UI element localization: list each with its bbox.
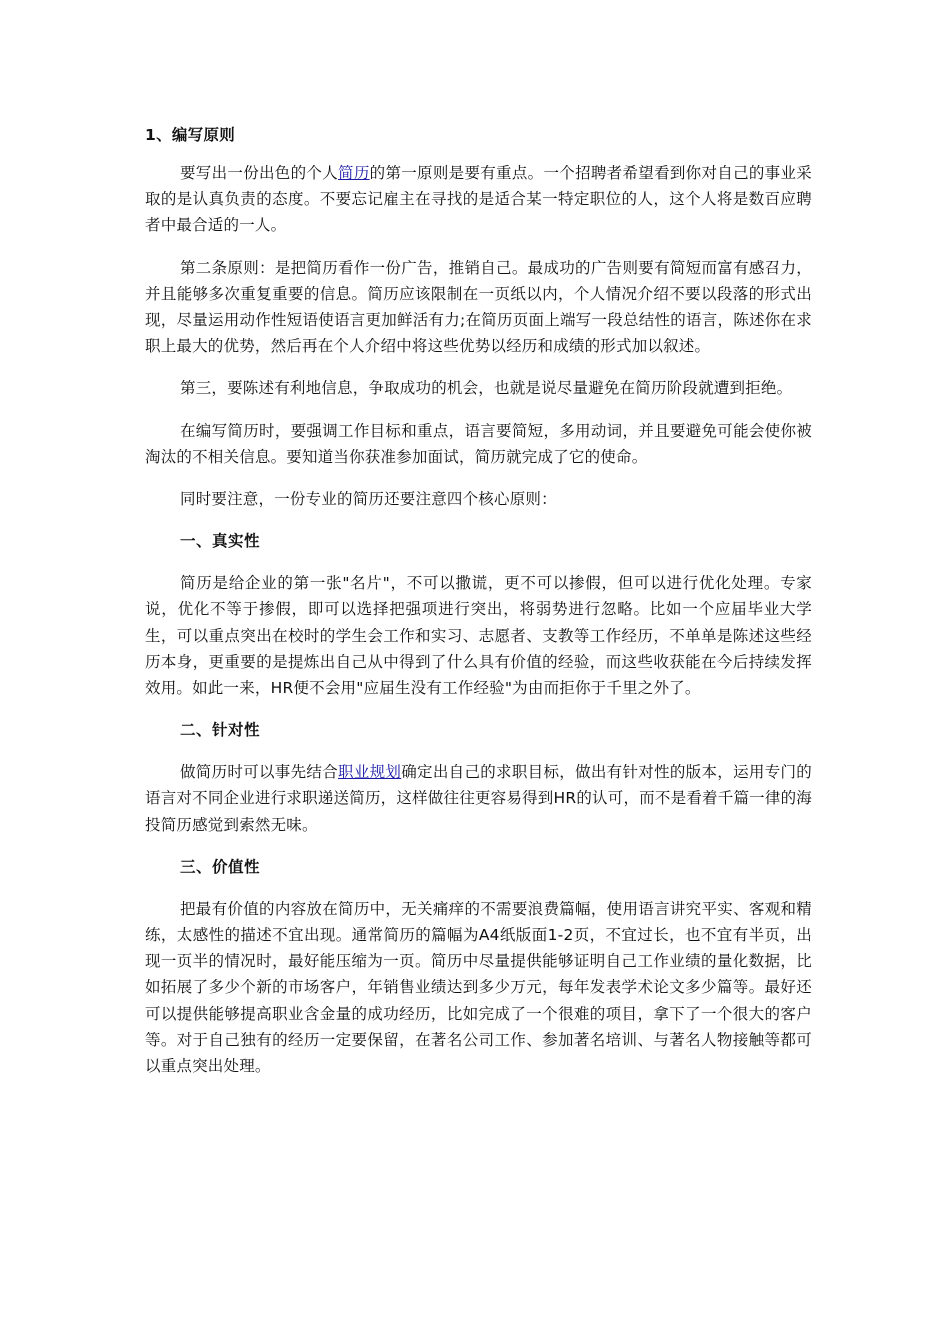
paragraph-5: 同时要注意，一份专业的简历还要注意四个核心原则： — [180, 490, 557, 509]
paragraph-1 — [145, 160, 812, 239]
paragraph-7 — [145, 759, 812, 838]
section-heading-principles: 1、编写原则 — [145, 126, 236, 144]
paragraph-6: 简历是给企业的第一张"名片"，不可以撒谎，更不可以掺假，但可以进行优化处理。专家说，优化不等于掺假，即可以选择把强项进行突出，将弱势进行忽略。比如一个应届毕业大学生，可以重点突出在校时的学生会工作和实习、志愿者、支教等工作经历，不单单是陈述这些经历本身，更重要的是提炼出自己从中得到了什么具有价值的经验，而这些收获能在今后持续发挥效用。如此一来，HR便不会用"应届生没有工作经验"为由而拒你于千里之外了。 — [145, 574, 812, 698]
paragraph-2: 第二条原则：是把简历看作一份广告，推销自己。最成功的广告则要有简短而富有感召力，并且能够多次重复重要的信息。简历应该限制在一页纸以内，个人情况介绍不要以段落的形式出现，尽量运用动作性短语使语言更加鲜活有力;在简历页面上端写一段总结性的语言，陈述你在求职上最大的优势，然后再在个人介绍中将这些优势以经历和成绩的形式加以叙述。 — [145, 258, 812, 356]
link-career-planning[interactable]: 职业规划 — [338, 763, 402, 782]
paragraph-7-text-b: 确定出自己的求职目标，做出有针对性的版本，运用专门的语言对不同企业进行求职递送简历，这样做往往更容易得到HR的认可，而不是看着千篇一律的海投简历感觉到索然无味。 — [145, 763, 812, 834]
paragraph-7-text-a: 做简历时可以事先结合 — [180, 763, 339, 782]
subheading-targeting: 二、针对性 — [180, 721, 261, 740]
subheading-value: 三、价值性 — [180, 857, 261, 876]
paragraph-1-text-b: 的第一原则是要有重点。一个招聘者希望看到你对自己的事业采取的是认真负责的态度。不要忘记雇主在寻找的是适合某一特定职位的人，这个人将是数百应聘者中最合适的一人。 — [145, 164, 812, 235]
paragraph-8: 把最有价值的内容放在简历中，无关痛痒的不需要浪费篇幅，使用语言讲究平实、客观和精练，太感性的描述不宜出现。通常简历的篇幅为A4纸版面1-2页，不宜过长，也不宜有半页，出现一页半的情况时，最好能压缩为一页。简历中尽量提供能够证明自己工作业绩的量化数据，比如拓展了多少个新的市场客户，年销售业绩达到多少万元，每年发表学术论文多少篇等。最好还可以提供能够提高职业含金量的成功经历，比如完成了一个很难的项目，拿下了一个很大的客户等。对于自己独有的经历一定要保留，在著名公司工作、参加著名培训、与著名人物接触等都可以重点突出处理。 — [145, 899, 812, 1076]
link-resume[interactable]: 简历 — [338, 164, 370, 182]
paragraph-3: 第三，要陈述有利地信息，争取成功的机会，也就是说尽量避免在简历阶段就遭到拒绝。 — [180, 379, 793, 398]
document-body — [145, 122, 812, 1095]
paragraph-4: 在编写简历时，要强调工作目标和重点，语言要简短，多用动词，并且要避免可能会使你被淘汰的不相关信息。要知道当你获准参加面试，简历就完成了它的使命。 — [145, 421, 812, 466]
subheading-authenticity: 一、真实性 — [180, 532, 261, 551]
paragraph-1-text-a: 要写出一份出色的个人 — [180, 164, 339, 182]
